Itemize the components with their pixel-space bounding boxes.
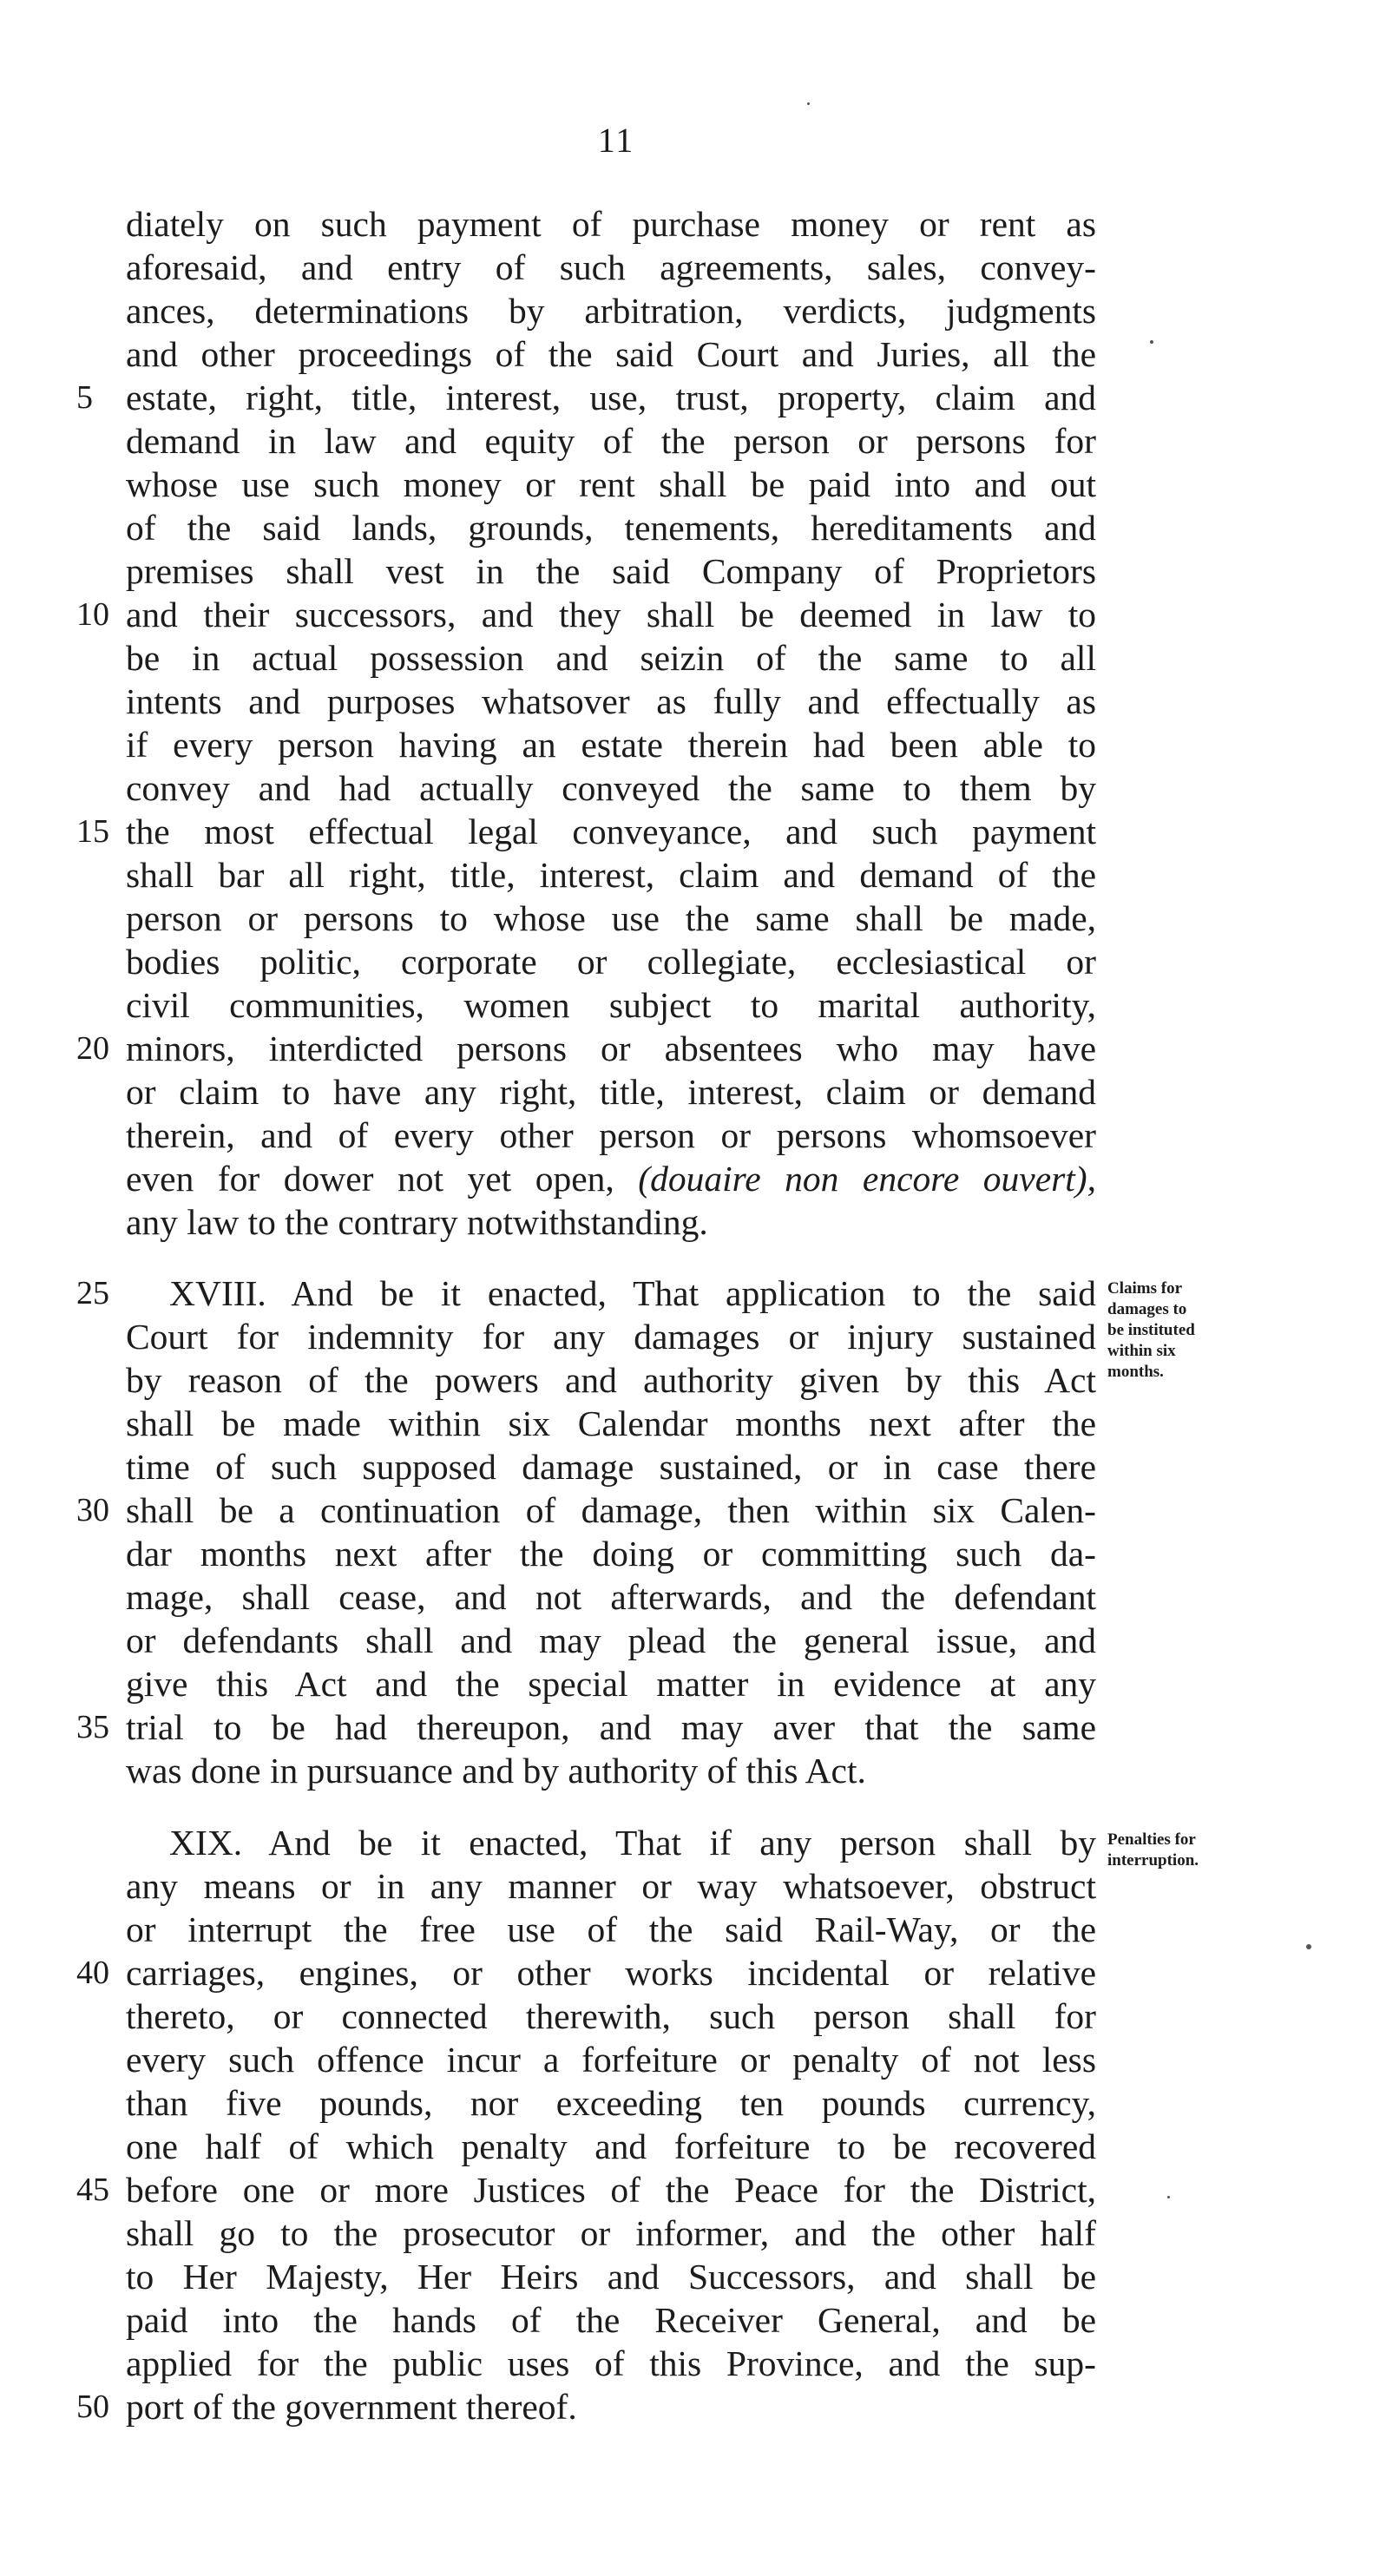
text-line: carriages, engines, or other works incidental or relative	[126, 1953, 1096, 1993]
text-line: and other proceedings of the said Court and Juries, all the	[126, 334, 1096, 374]
text-line: port of the government thereof.	[126, 2387, 577, 2427]
text-line: one half of which penalty and forfeiture to be recovered	[126, 2126, 1096, 2166]
scan-speck	[1306, 1944, 1311, 1949]
scan-speck	[1150, 340, 1153, 344]
scan-speck	[807, 102, 810, 105]
section-xviii-first-line: XVIII. And be it enacted, That application to the said	[169, 1273, 1096, 1313]
section-xix-first-line: XIX. And be it enacted, That if any person shall by	[169, 1823, 1096, 1863]
line-number: 20	[76, 1030, 109, 1067]
text-line: or interrupt the free use of the said Rail-Way, or the	[126, 1909, 1096, 1949]
scan-speck	[1167, 2196, 1170, 2198]
text-line: premises shall vest in the said Company of Proprietors	[126, 551, 1096, 591]
text-line: convey and had actually conveyed the same to them by	[126, 768, 1096, 808]
line-number: 45	[76, 2172, 109, 2208]
text-line: time of such supposed damage sustained, or in case there	[126, 1447, 1096, 1487]
text-line: therein, and of every other person or persons whomsoever	[126, 1115, 1096, 1155]
margin-note-line: be instituted	[1107, 1321, 1195, 1339]
italic-phrase: (douaire non encore ouvert),	[638, 1159, 1096, 1199]
text-line: every such offence incur a forfeiture or penalty of not less	[126, 2040, 1096, 2080]
line-number: 35	[76, 1709, 109, 1745]
text-line: shall go to the prosecutor or informer, and the other half	[126, 2213, 1096, 2253]
text-line: any means or in any manner or way whatsoever, obstruct	[126, 1866, 1096, 1906]
line-number: 5	[76, 379, 93, 416]
line-number: 15	[76, 813, 109, 850]
text-line: or claim to have any right, title, interest, claim or demand	[126, 1072, 1096, 1112]
text-line: be in actual possession and seizin of the same to all	[126, 638, 1096, 678]
text-line: shall be made within six Calendar months next after the	[126, 1403, 1096, 1443]
line-number: 30	[76, 1492, 109, 1528]
margin-note-line: within six	[1107, 1342, 1176, 1360]
margin-note-line: Penalties for	[1107, 1830, 1196, 1849]
text-line: shall be a continuation of damage, then within six Calen-	[126, 1490, 1096, 1530]
text-line: diately on such payment of purchase money or rent as	[126, 204, 1096, 244]
text-line: the most effectual legal conveyance, and such payment	[126, 812, 1096, 851]
margin-note-claims	[1107, 1278, 1264, 1383]
line-number: 10	[76, 596, 109, 633]
text-line: thereto, or connected therewith, such person shall for	[126, 1996, 1096, 2036]
text-line: whose use such money or rent shall be paid into and out	[126, 464, 1096, 504]
margin-note-line: interruption.	[1107, 1851, 1199, 1870]
text-line	[126, 1157, 1096, 1200]
text-line: demand in law and equity of the person or persons for	[126, 421, 1096, 461]
page-number: 11	[597, 121, 635, 160]
line-number: 25	[76, 1275, 109, 1311]
margin-note-line: Claims for	[1107, 1279, 1183, 1298]
text-line: if every person having an estate therein had been able to	[126, 725, 1096, 765]
text-line: minors, interdicted persons or absentees who may have	[126, 1028, 1096, 1068]
text-line: of the said lands, grounds, tenements, hereditaments and	[126, 508, 1096, 548]
text-segment: even for dower not yet open,	[126, 1159, 614, 1199]
text-line: dar months next after the doing or committing such da-	[126, 1534, 1096, 1574]
margin-note-line: damages to	[1107, 1300, 1187, 1318]
text-line: bodies politic, corporate or collegiate, ecclesiastical or	[126, 942, 1096, 982]
text-line: person or persons to whose use the same shall be made,	[126, 898, 1096, 938]
text-line: shall bar all right, title, interest, claim and demand of the	[126, 855, 1096, 895]
text-line: mage, shall cease, and not afterwards, and the defendant	[126, 1577, 1096, 1617]
margin-note-line: months.	[1107, 1363, 1164, 1381]
text-line: and their successors, and they shall be deemed in law to	[126, 595, 1096, 634]
text-line: give this Act and the special matter in evidence at any	[126, 1664, 1096, 1704]
text-line: than five pounds, nor exceeding ten pounds currency,	[126, 2083, 1096, 2123]
text-line: to Her Majesty, Her Heirs and Successors, and shall be	[126, 2257, 1096, 2297]
text-line: before one or more Justices of the Peace for the District,	[126, 2170, 1096, 2210]
margin-note-penalties	[1107, 1830, 1264, 1871]
text-line: civil communities, women subject to marital authority,	[126, 985, 1096, 1025]
text-line: trial to be had thereupon, and may aver that the same	[126, 1707, 1096, 1747]
text-line: applied for the public uses of this Province, and the sup-	[126, 2343, 1096, 2383]
text-line: estate, right, title, interest, use, trust, property, claim and	[126, 378, 1096, 417]
text-line: ances, determinations by arbitration, verdicts, judgments	[126, 291, 1096, 331]
text-line: or defendants shall and may plead the general issue, and	[126, 1620, 1096, 1660]
text-line: aforesaid, and entry of such agreements, sales, convey-	[126, 247, 1096, 287]
line-number: 50	[76, 2389, 109, 2425]
line-number: 40	[76, 1955, 109, 1991]
text-line: Court for indemnity for any damages or injury sustained	[126, 1317, 1096, 1357]
text-line: paid into the hands of the Receiver General, and be	[126, 2300, 1096, 2340]
text-line: was done in pursuance and by authority of this Act.	[126, 1751, 866, 1791]
text-line: by reason of the powers and authority given by this Act	[126, 1360, 1096, 1400]
text-line: intents and purposes whatsover as fully and effectually as	[126, 681, 1096, 721]
text-line: any law to the contrary notwithstanding.	[126, 1202, 708, 1242]
